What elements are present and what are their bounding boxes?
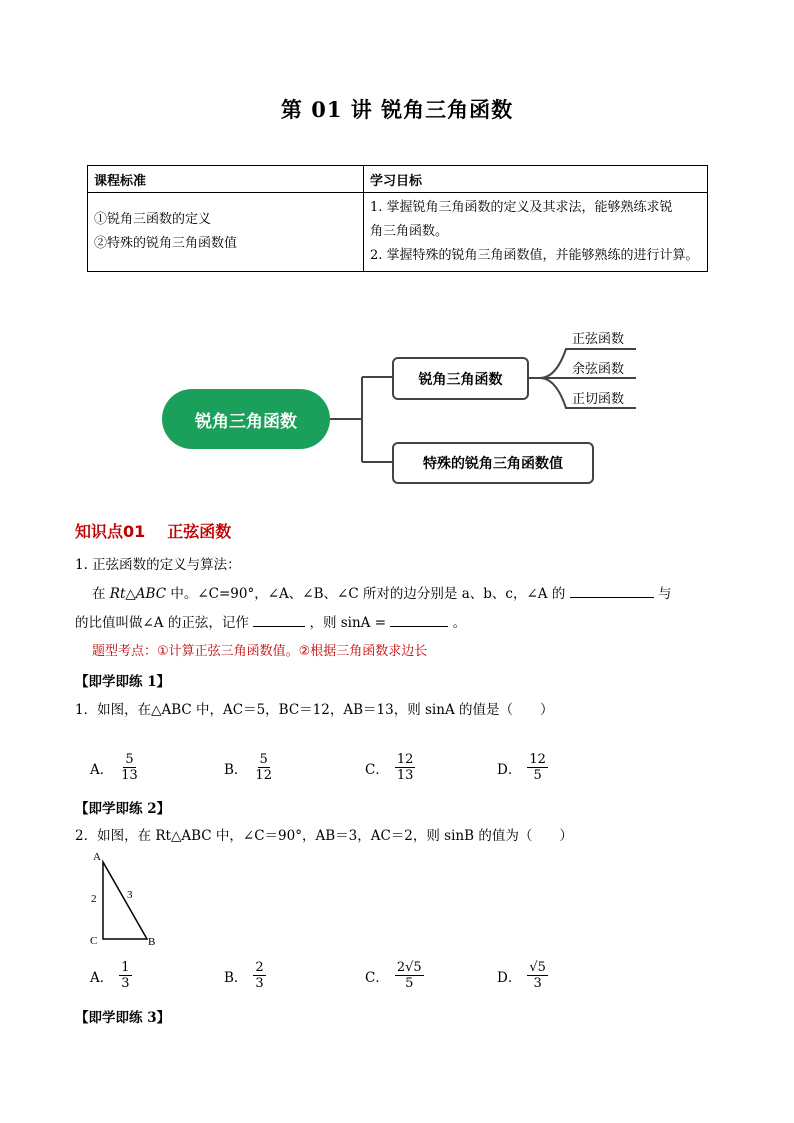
mindmap-branch-special: 特殊的锐角三角函数值 [392,442,594,484]
standard-item: ②特殊的锐角三角函数值 [94,236,238,251]
answer-blank[interactable] [390,612,448,627]
mindmap-branch-acute: 锐角三角函数 [392,357,529,400]
standard-item: ①锐角三函数的定义 [94,212,212,227]
vertex-a-label: A [93,851,101,863]
practice-1-option-d[interactable]: D． $\frac{12}{5}$ [497,752,546,783]
practice-1-option-c[interactable]: C． $\frac{12}{13}$ [365,752,414,783]
knowledge-title: 正弦函数 [167,522,232,541]
page-title: 第 01 讲 锐角三角函数 [280,97,514,122]
goal-line: 角三角函数。 [370,224,449,239]
practice-1-question: 1．如图，在△ABC 中，AC＝5，BC＝12，AB＝13，则 sinA 的值是（ ） [75,702,554,718]
practice-2-option-c[interactable]: C． $\frac{2√5}{5}$ [365,960,422,991]
mindmap-leaf-tangent: 正切函数 [572,392,625,407]
practice-2-option-a[interactable]: A． $\frac{1}{3}$ [90,960,130,991]
vertex-c-label: C [90,935,98,947]
practice-1-label: 【即学即练 1】 [75,674,171,690]
definition-heading: 1. 正弦函数的定义与算法： [75,557,241,573]
table-header-goals: 学习目标 [364,166,708,193]
practice-3-label: 【即学即练 3】 [75,1010,171,1026]
practice-1-option-b[interactable]: B． $\frac{5}{12}$ [224,752,272,783]
side-ab-label: 3 [127,889,133,901]
practice-2-question: 2．如图，在 Rt△ABC 中，∠C＝90°，AB＝3，AC＝2，则 sinB 的值为（ ） [75,828,573,844]
practice-2-label: 【即学即练 2】 [75,801,171,817]
answer-blank[interactable] [570,583,654,598]
definition-line-1: 在 Rt△ABC 中。∠C=90°，∠A、∠B、∠C 所对的边分别是 a、b、c，∠A 的 与 [92,582,671,602]
vertex-b-label: B [148,936,156,948]
definition-line-2: 的比值叫做∠A 的正弦，记作 ，则 sinA = 。 [75,611,466,631]
table-header-standards: 课程标准 [88,166,364,193]
knowledge-number: 知识点01 [75,522,146,541]
goal-line: 1. 掌握锐角三角函数的定义及其求法，能够熟练求锐 [370,200,673,215]
question-type-tip: 题型考点：①计算正弦三角函数值。②根据三角函数求边长 [92,644,428,659]
side-ac-label: 2 [91,893,97,905]
knowledge-heading [75,519,231,542]
practice-1-option-a[interactable]: A． $\frac{5}{13}$ [90,752,138,783]
mindmap-leaf-sine: 正弦函数 [572,332,625,347]
practice-2-option-b[interactable]: B． $\frac{2}{3}$ [224,960,264,991]
mindmap-leaf-cosine: 余弦函数 [572,362,625,377]
practice-2-option-d[interactable]: D． $\frac{√5}{3}$ [497,960,546,991]
triangle-figure [85,848,165,950]
answer-blank[interactable] [253,612,305,627]
mindmap-root: 锐角三角函数 [162,389,330,449]
goal-line: 2. 掌握特殊的锐角三角函数值，并能够熟练的进行计算。 [370,248,699,263]
